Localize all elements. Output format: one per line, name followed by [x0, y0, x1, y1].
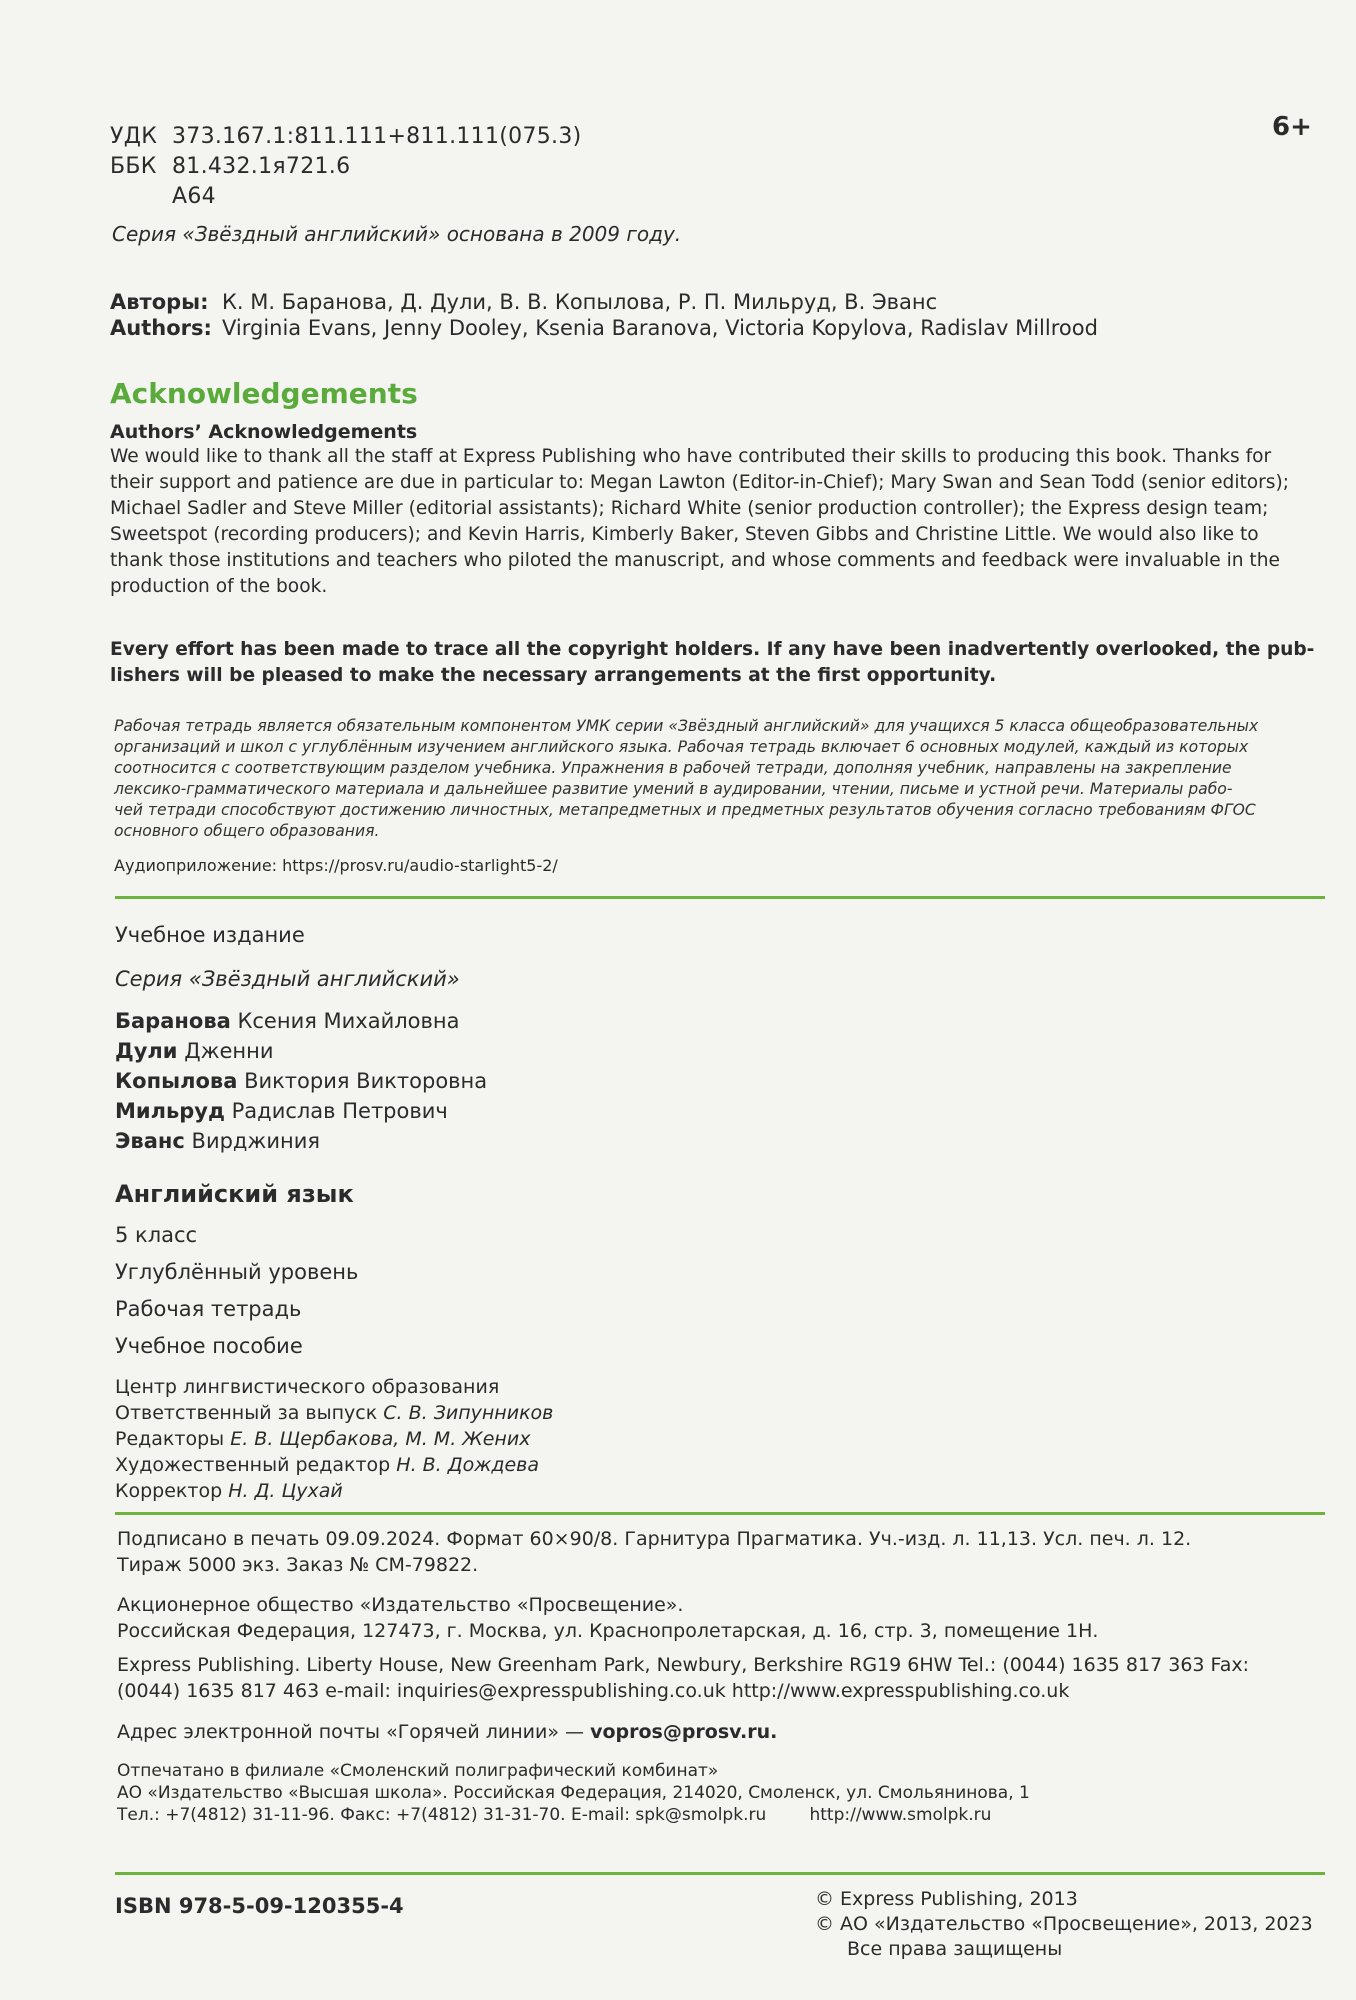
description-line: лексико-грамматического материала и дальнейшее развитие умений в аудировании, чтении, письме и устной речи. Материалы рабо-: [114, 780, 1233, 798]
staff-line: [115, 1374, 553, 1400]
staff-role: Редакторы: [115, 1428, 225, 1450]
author-full-name: [115, 1066, 487, 1096]
age-rating: 6+: [1272, 112, 1312, 142]
description-line: основного общего образования.: [114, 822, 380, 840]
bbk-key: ББК: [110, 154, 157, 179]
staff-line: [115, 1400, 553, 1426]
udk-key: УДК: [110, 124, 158, 149]
copyrights: [815, 1887, 1313, 1962]
show-through-ghost-1: [1000, 1040, 1031, 1145]
print-line: Подписано в печать 09.09.2024. Формат 60×90/8. Гарнитура Прагматика. Уч.-изд. л. 11,13. Усл. печ. л. 12.: [117, 1528, 1192, 1550]
printer-line: Тел.: +7(4812) 31-11-96. Факс: +7(4812) 31-31-70. E-mail: spk@smolpk.ru http://www.smolpk.ru: [117, 1805, 992, 1825]
udk-value: 373.167.1:811.111+811.111(075.3): [172, 124, 582, 149]
author-full-name: [115, 1006, 487, 1036]
author-given-name: Виктория Викторовна: [244, 1069, 488, 1093]
ack-line: thank those institutions and teachers who piloted the manuscript, and whose comments and feedback were invaluable in the: [110, 550, 1280, 571]
authors-ru: [110, 290, 937, 314]
copyright-notice: [110, 637, 1314, 689]
ack-line: Sweetspot (recording producers); and Kevin Harris, Kimberly Baker, Steven Gibbs and Christine Little. We would also like to: [110, 524, 1259, 545]
acknowledgements-heading: Acknowledgements: [110, 377, 418, 410]
description-line: чей тетради способствуют достижению личностных, метапредметных и предметных результатов обучения согласно требованиям ФГОС: [114, 801, 1256, 819]
hotline-email: vopros@prosv.ru.: [590, 1721, 778, 1743]
green-divider: [115, 1512, 1325, 1515]
publisher-line: Акционерное общество «Издательство «Просвещение».: [117, 1594, 684, 1616]
staff-line: [115, 1452, 553, 1478]
staff-name: С. В. Зипунников: [383, 1402, 554, 1424]
author-given-name: Радислав Петрович: [231, 1099, 448, 1123]
udk-line: [110, 122, 582, 152]
description-line: Рабочая тетрадь является обязательным компонентом УМК серии «Звёздный английский» для учащихся 5 класса общеобразовательных: [114, 717, 1259, 735]
authors-en: [110, 316, 1098, 340]
isbn: ISBN 978-5-09-120355-4: [115, 1894, 404, 1918]
grade: 5 класс: [115, 1223, 198, 1247]
staff-role: Центр лингвистического образования: [115, 1376, 500, 1398]
authors-en-label: Authors:: [110, 316, 212, 340]
level: Углублённый уровень: [115, 1260, 359, 1284]
printer-info: [117, 1760, 1030, 1826]
author-given-name: Ксения Михайловна: [237, 1009, 460, 1033]
staff-role: Художественный редактор: [115, 1454, 391, 1476]
workbook-description: [114, 716, 1258, 842]
ack-line: Michael Sadler and Steve Miller (editorial assistants); Richard White (senior production controller); the Express design team;: [110, 498, 1269, 519]
author-code: А64: [172, 184, 216, 209]
authors-en-names: Virginia Evans, Jenny Dooley, Ksenia Baranova, Victoria Kopylova, Radislav Millrood: [222, 316, 1098, 340]
publisher-info: [117, 1592, 1098, 1644]
express-line: Express Publishing. Liberty House, New Greenham Park, Newbury, Berkshire RG19 6HW Tel.: (0044) 1635 817 363 Fax:: [117, 1654, 1250, 1676]
author-full-name: [115, 1036, 487, 1066]
staff-role: Ответственный за выпуск: [115, 1402, 378, 1424]
audio-link: Аудиоприложение: https://prosv.ru/audio-starlight5-2/: [114, 856, 558, 875]
edition-type: Учебное издание: [115, 923, 305, 947]
author-given-name: Дженни: [184, 1039, 274, 1063]
edition-kind: Учебное пособие: [115, 1334, 303, 1358]
author-surname: Дули: [115, 1039, 178, 1063]
bbk-line: [110, 152, 350, 182]
rights-reserved: Все права защищены: [847, 1938, 1063, 1960]
author-full-name: [115, 1096, 487, 1126]
print-info: [117, 1526, 1191, 1578]
author-surname: Мильруд: [115, 1099, 225, 1123]
staff-list: [115, 1374, 553, 1504]
authors-acknowledgements-heading: Authors’ Acknowledgements: [110, 421, 418, 443]
author-surname: Эванс: [115, 1129, 185, 1153]
copyright-express: © Express Publishing, 2013: [815, 1888, 1078, 1910]
copyright-line: lishers will be pleased to make the necessary arrangements at the first opportunity.: [110, 665, 997, 686]
bbk-value: 81.432.1я721.6: [172, 154, 351, 179]
book-type: Рабочая тетрадь: [115, 1297, 302, 1321]
copyright-line: Every effort has been made to trace all the copyright holders. If any have been inadvertently overlooked, the pub-: [110, 639, 1315, 660]
description-line: соотносится с соответствующим разделом учебника. Упражнения в рабочей тетради, дополняя учебник, направлены на закрепление: [114, 759, 1232, 777]
staff-line: [115, 1478, 553, 1504]
express-line: (0044) 1635 817 463 e-mail: inquiries@expresspublishing.co.uk http://www.expresspublishing.co.uk: [117, 1680, 1070, 1702]
green-divider: [115, 1872, 1325, 1875]
description-line: организаций и школ с углублённым изучением английского языка. Рабочая тетрадь включает 6 основных модулей, каждый из которых: [114, 738, 1249, 756]
author-full-names: [115, 1006, 487, 1156]
print-line: Тираж 5000 экз. Заказ № СМ-79822.: [117, 1554, 479, 1576]
staff-name: Н. Д. Цухай: [228, 1480, 343, 1502]
authors-ru-names: К. М. Баранова, Д. Дули, В. В. Копылова, Р. П. Мильруд, В. Эванс: [222, 290, 938, 314]
staff-name: Е. В. Щербакова, М. М. Жених: [230, 1428, 531, 1450]
printer-line: Отпечатано в филиале «Смоленский полиграфический комбинат»: [117, 1761, 719, 1781]
hotline-label: Адрес электронной почты «Горячей линии» —: [117, 1721, 585, 1743]
printer-line: АО «Издательство «Высшая школа». Российская Федерация, 214020, Смоленск, ул. Смольянинова, 1: [117, 1783, 1030, 1803]
staff-role: Корректор: [115, 1480, 223, 1502]
subject-title: Английский язык: [115, 1180, 354, 1208]
green-divider: [115, 896, 1325, 899]
authors-ru-label: Авторы:: [110, 290, 209, 314]
ack-line: production of the book.: [110, 576, 328, 597]
hotline: [117, 1719, 777, 1745]
staff-line: [115, 1426, 553, 1452]
ack-line: their support and patience are due in particular to: Megan Lawton (Editor-in-Chief); Mary Swan and Sean Todd (senior editors);: [110, 472, 1290, 493]
edition-series: Серия «Звёздный английский»: [115, 967, 460, 991]
author-surname: Копылова: [115, 1069, 238, 1093]
author-full-name: [115, 1126, 487, 1156]
express-info: [117, 1652, 1249, 1704]
ack-text: [110, 444, 1289, 600]
staff-name: Н. В. Дождева: [396, 1454, 540, 1476]
author-given-name: Вирджиния: [191, 1129, 321, 1153]
ack-line: We would like to thank all the staff at Express Publishing who have contributed their skills to producing this book. Thanks for: [110, 446, 1272, 467]
copyright-prosv: © АО «Издательство «Просвещение», 2013, 2023: [815, 1913, 1313, 1935]
author-surname: Баранова: [115, 1009, 231, 1033]
series-note: Серия «Звёздный английский» основана в 2009 году.: [112, 222, 682, 246]
publisher-line: Российская Федерация, 127473, г. Москва, ул. Краснопролетарская, д. 16, стр. 3, помещение 1Н.: [117, 1620, 1099, 1642]
